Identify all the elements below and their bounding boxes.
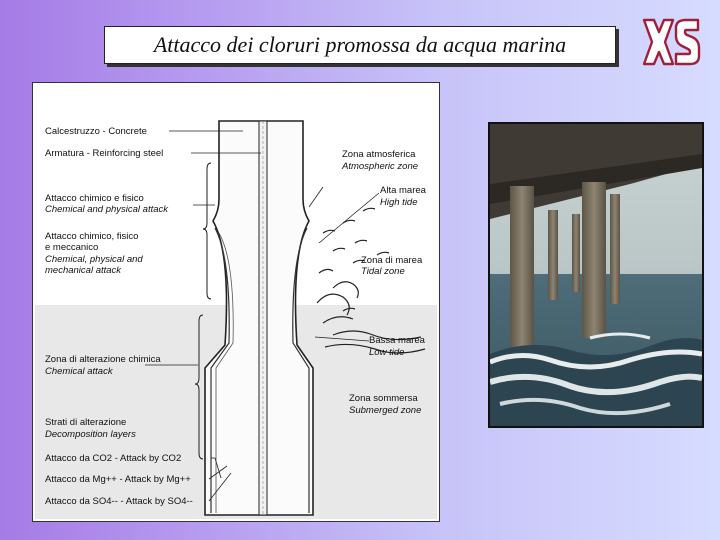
xs-logo [640, 14, 702, 70]
label-alteration-it: Zona di alterazione chimica [45, 354, 161, 365]
label-chem-phys-mech-en-1: Chemical, physical and [45, 254, 143, 265]
label-co2: Attacco da CO2 - Attack by CO2 [45, 453, 182, 464]
label-atmo-en: Atmospheric zone [342, 161, 419, 172]
label-chem-phys-mech-it-1: Attacco chimico, fisico [45, 231, 139, 242]
label-steel: Armatura - Reinforcing steel [45, 148, 164, 159]
label-low-tide-en: Low tide [369, 347, 405, 358]
label-so4: Attacco da SO4-- - Attack by SO4-- [45, 496, 193, 507]
label-tidal-en: Tidal zone [361, 266, 405, 277]
label-chem-phys-it: Attacco chimico e fisico [45, 193, 144, 204]
label-submerged-it: Zona sommersa [349, 393, 418, 404]
label-low-tide-it: Bassa marea [369, 335, 425, 346]
label-chem-phys-mech-it-2: e meccanico [45, 242, 99, 253]
label-chem-phys-mech-en-2: mechanical attack [45, 265, 122, 276]
label-high-tide-en: High tide [380, 197, 418, 208]
label-layers-it: Strati di alterazione [45, 417, 127, 428]
slide-title-box [104, 26, 616, 64]
label-tidal-it: Zona di marea [361, 255, 423, 266]
label-submerged-en: Submerged zone [349, 405, 422, 416]
label-concrete: Calcestruzzo - Concrete [45, 126, 147, 137]
label-atmo-it: Zona atmosferica [342, 149, 416, 160]
label-layers-en: Decomposition layers [45, 429, 136, 440]
label-mg: Attacco da Mg++ - Attack by Mg++ [45, 474, 191, 485]
label-high-tide-it: Alta marea [380, 185, 426, 196]
pier-photo [488, 122, 704, 428]
label-alteration-en: Chemical attack [45, 366, 113, 377]
label-chem-phys-en: Chemical and physical attack [45, 204, 169, 215]
pile-diagram [32, 82, 440, 522]
slide-title: Attacco dei cloruri promossa da acqua marina [153, 32, 567, 57]
